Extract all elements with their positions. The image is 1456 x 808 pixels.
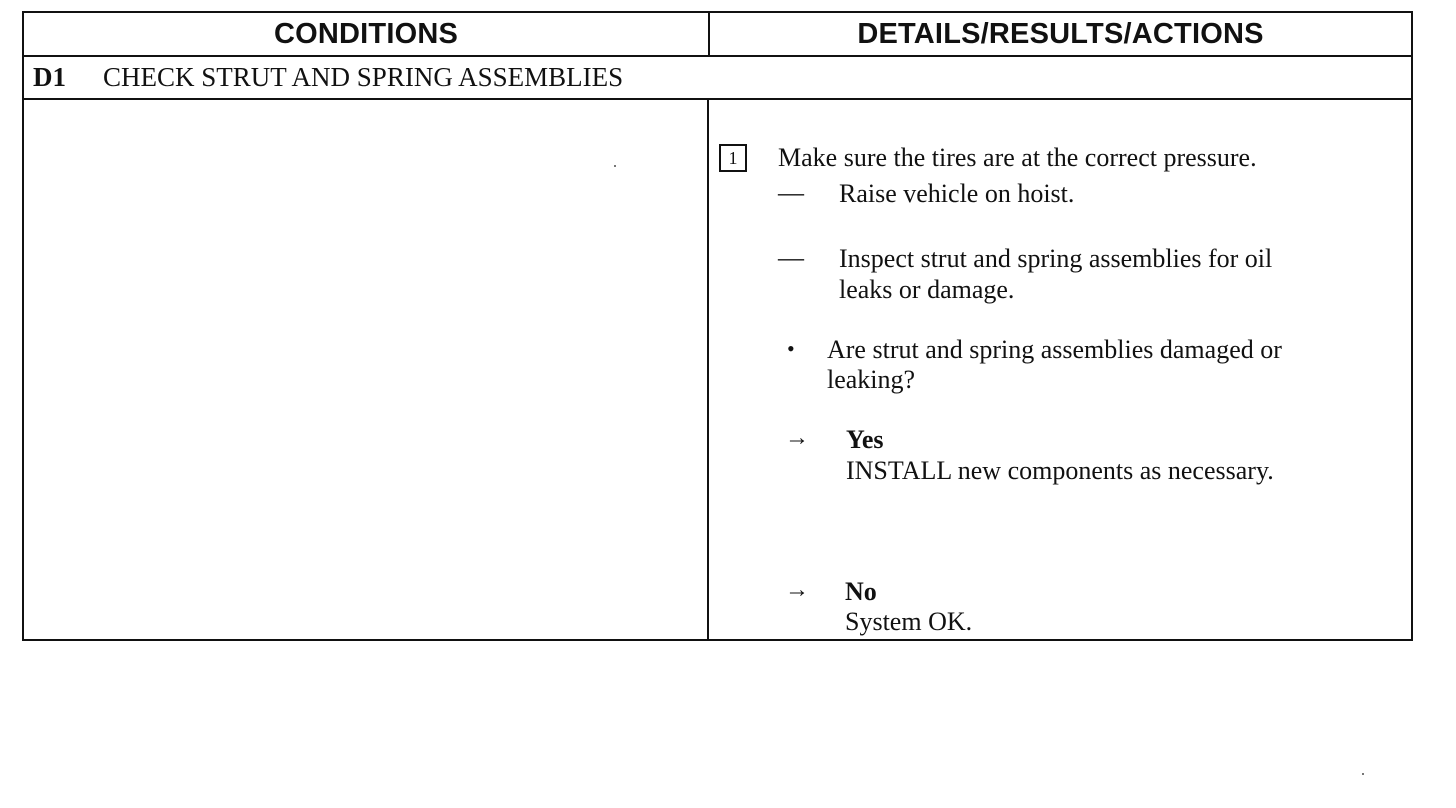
scan-speck: [1362, 773, 1364, 775]
question-bullet: •: [787, 336, 795, 361]
scan-speck: [614, 165, 616, 167]
diagnostic-table: [22, 11, 1413, 641]
no-arrow-icon: →: [785, 577, 809, 603]
section-id: D1: [33, 62, 66, 92]
no-label: No: [845, 577, 877, 606]
yes-arrow-icon: →: [785, 425, 809, 451]
dash-marker: —: [778, 178, 804, 207]
conditions-column-header: CONDITIONS: [24, 13, 710, 57]
step-instruction: Make sure the tires are at the correct pressure.: [778, 143, 1257, 172]
details-column-header: DETAILS/RESULTS/ACTIONS: [710, 13, 1411, 57]
column-divider: [707, 100, 709, 641]
dash-item-text: Raise vehicle on hoist.: [839, 179, 1075, 208]
details-cell: [710, 100, 1411, 641]
question-text: Are strut and spring assemblies damaged or: [827, 335, 1282, 364]
step-number-box: 1: [719, 144, 747, 172]
no-action: System OK.: [845, 607, 973, 636]
yes-label: Yes: [846, 425, 884, 454]
section-title-row: [24, 57, 1411, 100]
section-title: CHECK STRUT AND SPRING ASSEMBLIES: [103, 62, 624, 92]
dash-marker: —: [778, 243, 804, 272]
dash-item-text: Inspect strut and spring assemblies for oil: [839, 244, 1273, 273]
yes-action: INSTALL new components as necessary.: [846, 456, 1274, 485]
dash-item-text: leaks or damage.: [839, 275, 1015, 304]
question-text: leaking?: [827, 365, 916, 394]
